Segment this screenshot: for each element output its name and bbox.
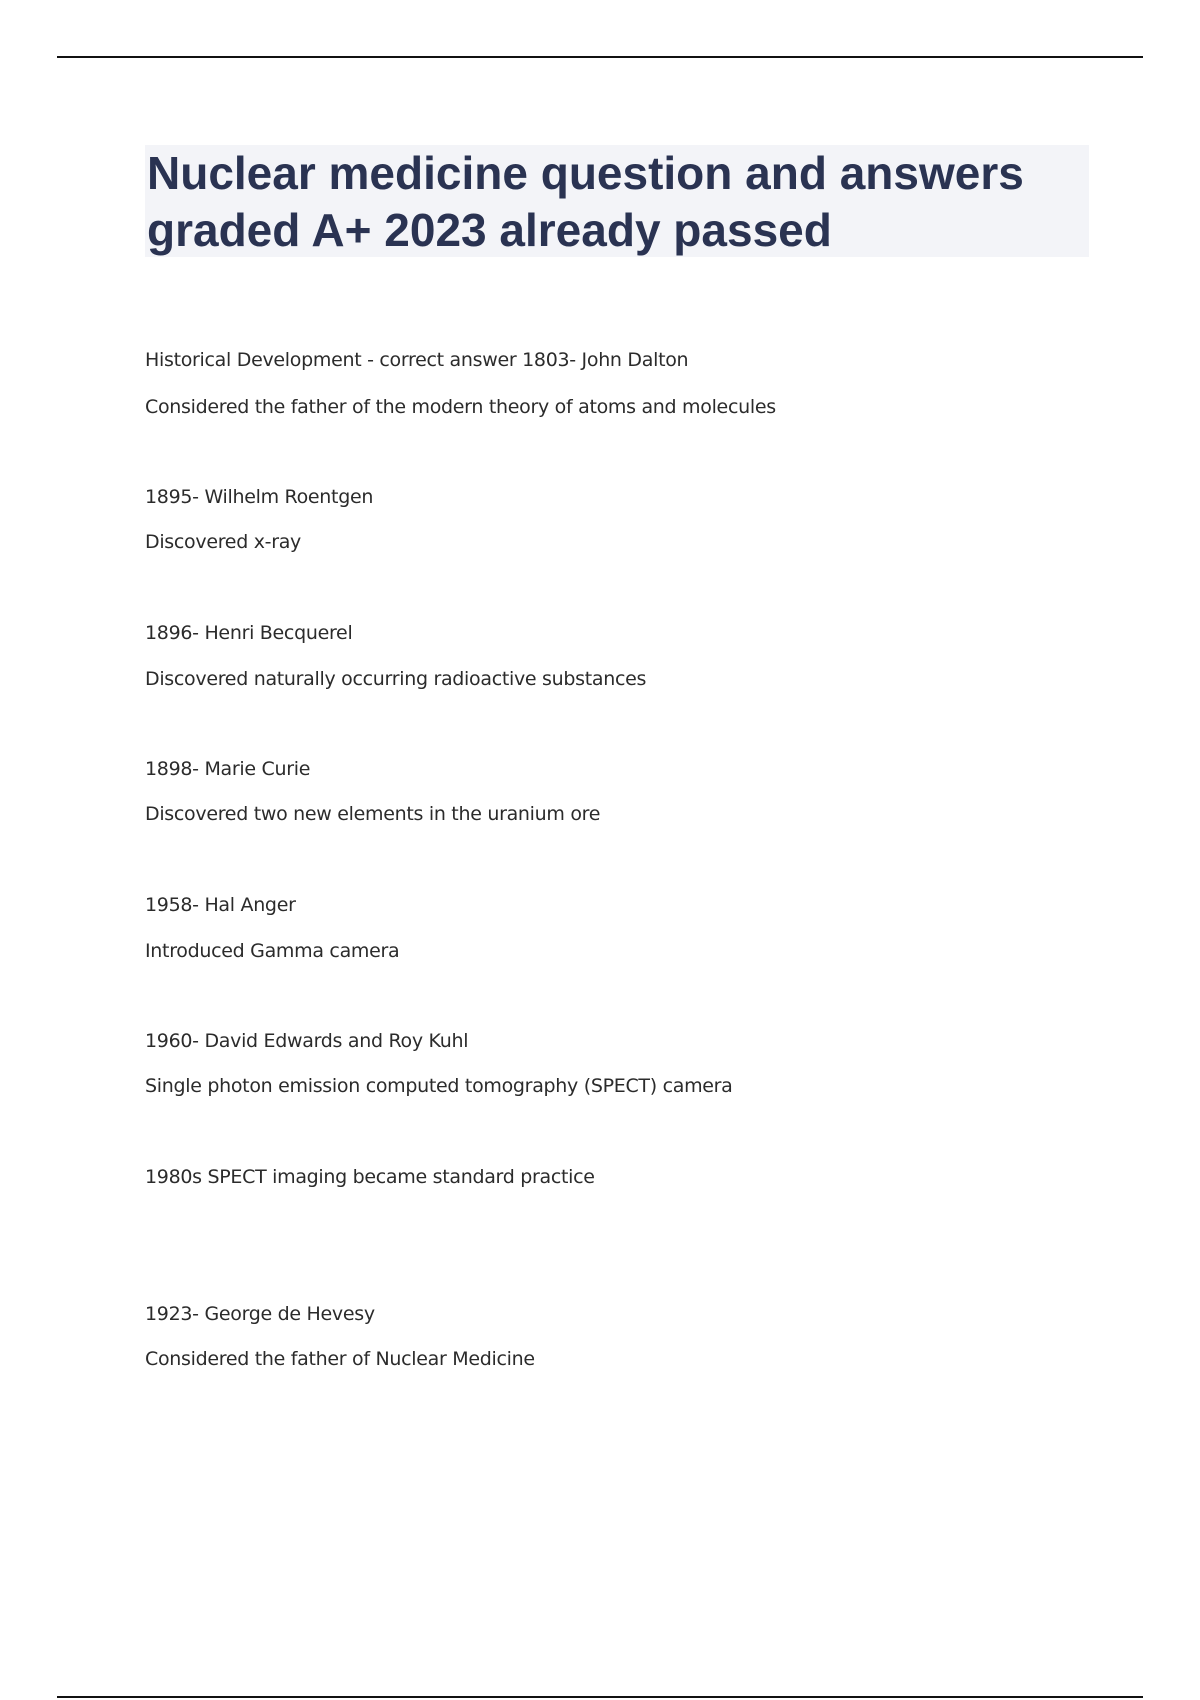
body-line: Discovered x-ray <box>145 531 301 553</box>
body-line: 1898- Marie Curie <box>145 758 311 780</box>
body-line: Considered the father of the modern theory of atoms and molecules <box>145 396 776 418</box>
document-title-line-2: graded A+ 2023 already passed <box>147 204 832 256</box>
document-title <box>145 145 1089 259</box>
title-block <box>145 145 1089 257</box>
body-line: Discovered two new elements in the uranium ore <box>145 803 601 825</box>
body-line: 1895- Wilhelm Roentgen <box>145 486 374 508</box>
body-line: Historical Development - correct answer 1803- John Dalton <box>145 349 689 371</box>
body-line: 1896- Henri Becquerel <box>145 622 353 644</box>
body-line: Single photon emission computed tomography (SPECT) camera <box>145 1075 733 1097</box>
body-line: 1958- Hal Anger <box>145 894 296 916</box>
body-line: 1960- David Edwards and Roy Kuhl <box>145 1030 469 1052</box>
bottom-rule <box>57 1696 1143 1698</box>
body-line: Considered the father of Nuclear Medicine <box>145 1348 535 1370</box>
body-line: Discovered naturally occurring radioactive substances <box>145 668 647 690</box>
body-line: Introduced Gamma camera <box>145 940 400 962</box>
body-line: 1923- George de Hevesy <box>145 1303 375 1325</box>
document-title-line-1: Nuclear medicine question and answers <box>147 147 1024 199</box>
body-line: 1980s SPECT imaging became standard practice <box>145 1166 595 1188</box>
top-rule <box>57 56 1143 58</box>
